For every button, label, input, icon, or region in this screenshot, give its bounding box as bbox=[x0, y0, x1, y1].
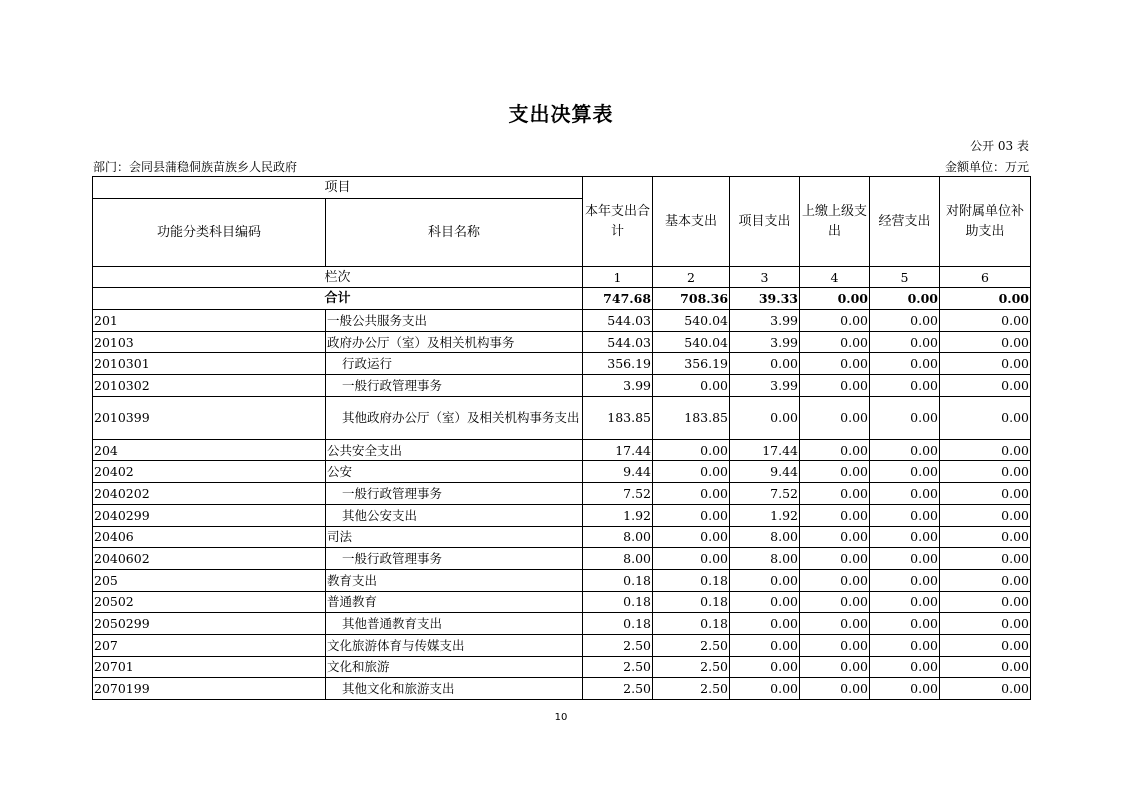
row-code: 2040299 bbox=[93, 504, 326, 526]
row-value: 0.00 bbox=[800, 439, 870, 461]
row-value: 0.00 bbox=[940, 331, 1031, 353]
row-value: 0.00 bbox=[800, 331, 870, 353]
header-code: 功能分类科目编码 bbox=[93, 199, 326, 267]
row-value: 0.00 bbox=[800, 591, 870, 613]
row-value: 0.18 bbox=[653, 613, 730, 635]
row-value: 0.00 bbox=[653, 548, 730, 570]
row-name: 一般行政管理事务 bbox=[326, 375, 583, 397]
row-value: 3.99 bbox=[730, 310, 800, 332]
page-number: 10 bbox=[554, 712, 568, 723]
total-value: 708.36 bbox=[653, 288, 730, 310]
row-value: 356.19 bbox=[583, 353, 653, 375]
table-row bbox=[93, 656, 1031, 678]
row-code: 207 bbox=[93, 634, 326, 656]
row-name: 行政运行 bbox=[326, 353, 583, 375]
row-index-3: 3 bbox=[730, 267, 800, 288]
row-value: 0.00 bbox=[800, 461, 870, 483]
row-value: 0.00 bbox=[730, 396, 800, 439]
row-value: 0.00 bbox=[730, 591, 800, 613]
row-value: 3.99 bbox=[730, 375, 800, 397]
row-value: 0.00 bbox=[730, 353, 800, 375]
row-value: 0.00 bbox=[870, 678, 940, 700]
total-value: 39.33 bbox=[730, 288, 800, 310]
row-value: 0.00 bbox=[800, 548, 870, 570]
row-name: 教育支出 bbox=[326, 569, 583, 591]
row-value: 0.00 bbox=[870, 504, 940, 526]
row-code: 20701 bbox=[93, 656, 326, 678]
table-row bbox=[93, 634, 1031, 656]
row-value: 0.00 bbox=[800, 634, 870, 656]
row-value: 0.00 bbox=[653, 526, 730, 548]
row-code: 2010301 bbox=[93, 353, 326, 375]
total-value: 0.00 bbox=[940, 288, 1031, 310]
table-row bbox=[93, 613, 1031, 635]
row-name: 政府办公厅（室）及相关机构事务 bbox=[326, 331, 583, 353]
row-value: 8.00 bbox=[730, 548, 800, 570]
row-value: 2.50 bbox=[583, 656, 653, 678]
table-row bbox=[93, 504, 1031, 526]
row-value: 0.00 bbox=[730, 678, 800, 700]
row-value: 0.18 bbox=[653, 569, 730, 591]
row-value: 0.00 bbox=[870, 591, 940, 613]
row-value: 7.52 bbox=[730, 483, 800, 505]
total-value: 0.00 bbox=[870, 288, 940, 310]
row-value: 7.52 bbox=[583, 483, 653, 505]
row-value: 2.50 bbox=[653, 656, 730, 678]
table-row bbox=[93, 331, 1031, 353]
row-value: 17.44 bbox=[730, 439, 800, 461]
row-code: 2070199 bbox=[93, 678, 326, 700]
row-value: 0.00 bbox=[870, 656, 940, 678]
row-value: 0.00 bbox=[870, 310, 940, 332]
row-value: 0.00 bbox=[800, 678, 870, 700]
row-value: 0.00 bbox=[940, 569, 1031, 591]
row-code: 20406 bbox=[93, 526, 326, 548]
row-code: 20502 bbox=[93, 591, 326, 613]
row-value: 0.00 bbox=[940, 656, 1031, 678]
header-col-basic: 基本支出 bbox=[653, 177, 730, 267]
row-value: 0.00 bbox=[940, 504, 1031, 526]
row-value: 540.04 bbox=[653, 310, 730, 332]
row-index-label: 栏次 bbox=[93, 267, 583, 288]
row-value: 0.00 bbox=[800, 613, 870, 635]
row-name: 其他公安支出 bbox=[326, 504, 583, 526]
row-value: 17.44 bbox=[583, 439, 653, 461]
table-row bbox=[93, 375, 1031, 397]
row-value: 0.00 bbox=[800, 504, 870, 526]
row-value: 0.00 bbox=[800, 310, 870, 332]
row-value: 0.00 bbox=[800, 569, 870, 591]
table-row bbox=[93, 483, 1031, 505]
page-title: 支出决算表 bbox=[508, 102, 614, 126]
row-code: 2040602 bbox=[93, 548, 326, 570]
row-value: 0.00 bbox=[800, 483, 870, 505]
table-row bbox=[93, 310, 1031, 332]
form-number: 公开 03 表 bbox=[970, 139, 1029, 153]
header-name: 科目名称 bbox=[326, 199, 583, 267]
row-value: 0.00 bbox=[940, 461, 1031, 483]
row-value: 9.44 bbox=[583, 461, 653, 483]
row-value: 0.00 bbox=[730, 634, 800, 656]
row-name: 一般公共服务支出 bbox=[326, 310, 583, 332]
row-value: 3.99 bbox=[730, 331, 800, 353]
row-value: 0.00 bbox=[870, 439, 940, 461]
row-value: 0.00 bbox=[870, 461, 940, 483]
header-col-project: 项目支出 bbox=[730, 177, 800, 267]
header-col-subsidy: 对附属单位补助支出 bbox=[940, 177, 1031, 267]
row-value: 0.00 bbox=[870, 526, 940, 548]
row-code: 20103 bbox=[93, 331, 326, 353]
row-code: 205 bbox=[93, 569, 326, 591]
row-value: 0.00 bbox=[870, 483, 940, 505]
row-value: 0.00 bbox=[940, 613, 1031, 635]
unit-label: 金额单位：万元 bbox=[944, 160, 1029, 174]
department-label: 部门：会同县蒲稳侗族苗族乡人民政府 bbox=[93, 160, 298, 174]
row-value: 0.00 bbox=[653, 483, 730, 505]
row-value: 0.00 bbox=[940, 310, 1031, 332]
table-row bbox=[93, 526, 1031, 548]
row-value: 0.00 bbox=[653, 461, 730, 483]
row-name: 一般行政管理事务 bbox=[326, 548, 583, 570]
row-value: 8.00 bbox=[730, 526, 800, 548]
row-value: 0.00 bbox=[800, 526, 870, 548]
row-value: 0.00 bbox=[730, 656, 800, 678]
row-value: 544.03 bbox=[583, 331, 653, 353]
row-value: 0.00 bbox=[940, 439, 1031, 461]
row-code: 2010399 bbox=[93, 396, 326, 439]
row-code: 2040202 bbox=[93, 483, 326, 505]
row-value: 0.00 bbox=[870, 353, 940, 375]
row-value: 0.00 bbox=[940, 396, 1031, 439]
row-value: 9.44 bbox=[730, 461, 800, 483]
row-value: 0.00 bbox=[800, 375, 870, 397]
row-value: 0.18 bbox=[583, 613, 653, 635]
header-col-business: 经营支出 bbox=[870, 177, 940, 267]
header-project: 项目 bbox=[93, 177, 583, 199]
table-row bbox=[93, 569, 1031, 591]
row-name: 一般行政管理事务 bbox=[326, 483, 583, 505]
row-code: 20402 bbox=[93, 461, 326, 483]
row-value: 0.00 bbox=[800, 656, 870, 678]
row-value: 183.85 bbox=[583, 396, 653, 439]
total-value: 0.00 bbox=[800, 288, 870, 310]
row-value: 2.50 bbox=[583, 634, 653, 656]
row-value: 0.00 bbox=[870, 634, 940, 656]
row-value: 1.92 bbox=[730, 504, 800, 526]
row-value: 0.00 bbox=[730, 613, 800, 635]
row-name: 司法 bbox=[326, 526, 583, 548]
row-value: 0.00 bbox=[800, 396, 870, 439]
table-row bbox=[93, 548, 1031, 570]
row-value: 0.00 bbox=[653, 439, 730, 461]
header-col-remit: 上缴上级支出 bbox=[800, 177, 870, 267]
row-name: 其他政府办公厅（室）及相关机构事务支出 bbox=[326, 396, 583, 439]
row-value: 0.00 bbox=[940, 591, 1031, 613]
table-row bbox=[93, 396, 1031, 439]
total-label: 合计 bbox=[93, 288, 583, 310]
row-value: 2.50 bbox=[653, 634, 730, 656]
row-value: 0.00 bbox=[653, 375, 730, 397]
table-row bbox=[93, 439, 1031, 461]
row-code: 201 bbox=[93, 310, 326, 332]
table-row bbox=[93, 678, 1031, 700]
row-value: 544.03 bbox=[583, 310, 653, 332]
row-value: 183.85 bbox=[653, 396, 730, 439]
row-value: 2.50 bbox=[653, 678, 730, 700]
row-value: 2.50 bbox=[583, 678, 653, 700]
row-value: 0.00 bbox=[940, 375, 1031, 397]
row-value: 540.04 bbox=[653, 331, 730, 353]
row-code: 2010302 bbox=[93, 375, 326, 397]
row-name: 文化旅游体育与传媒支出 bbox=[326, 634, 583, 656]
row-value: 0.00 bbox=[870, 548, 940, 570]
row-value: 0.00 bbox=[940, 483, 1031, 505]
row-value: 8.00 bbox=[583, 548, 653, 570]
row-value: 0.18 bbox=[653, 591, 730, 613]
row-index-4: 4 bbox=[800, 267, 870, 288]
row-value: 3.99 bbox=[583, 375, 653, 397]
expenditure-table bbox=[92, 176, 1031, 700]
table-row bbox=[93, 461, 1031, 483]
row-code: 2050299 bbox=[93, 613, 326, 635]
row-index-5: 5 bbox=[870, 267, 940, 288]
row-value: 0.18 bbox=[583, 591, 653, 613]
row-name: 文化和旅游 bbox=[326, 656, 583, 678]
row-name: 其他普通教育支出 bbox=[326, 613, 583, 635]
row-index-2: 2 bbox=[653, 267, 730, 288]
row-value: 0.00 bbox=[870, 331, 940, 353]
row-value: 0.00 bbox=[800, 353, 870, 375]
row-name: 公安 bbox=[326, 461, 583, 483]
table-row bbox=[93, 353, 1031, 375]
row-value: 0.00 bbox=[870, 396, 940, 439]
row-value: 0.00 bbox=[870, 569, 940, 591]
row-value: 0.00 bbox=[940, 526, 1031, 548]
table-body bbox=[93, 310, 1031, 700]
row-value: 0.18 bbox=[583, 569, 653, 591]
total-value: 747.68 bbox=[583, 288, 653, 310]
row-value: 0.00 bbox=[870, 613, 940, 635]
header-col-total: 本年支出合计 bbox=[583, 177, 653, 267]
row-value: 0.00 bbox=[870, 375, 940, 397]
table-row bbox=[93, 591, 1031, 613]
row-name: 普通教育 bbox=[326, 591, 583, 613]
row-value: 0.00 bbox=[730, 569, 800, 591]
row-value: 0.00 bbox=[940, 678, 1031, 700]
row-value: 356.19 bbox=[653, 353, 730, 375]
row-name: 公共安全支出 bbox=[326, 439, 583, 461]
row-code: 204 bbox=[93, 439, 326, 461]
row-name: 其他文化和旅游支出 bbox=[326, 678, 583, 700]
row-value: 0.00 bbox=[940, 634, 1031, 656]
row-value: 0.00 bbox=[940, 548, 1031, 570]
row-value: 8.00 bbox=[583, 526, 653, 548]
row-value: 0.00 bbox=[653, 504, 730, 526]
row-value: 0.00 bbox=[940, 353, 1031, 375]
row-index-1: 1 bbox=[583, 267, 653, 288]
row-index-6: 6 bbox=[940, 267, 1031, 288]
row-value: 1.92 bbox=[583, 504, 653, 526]
